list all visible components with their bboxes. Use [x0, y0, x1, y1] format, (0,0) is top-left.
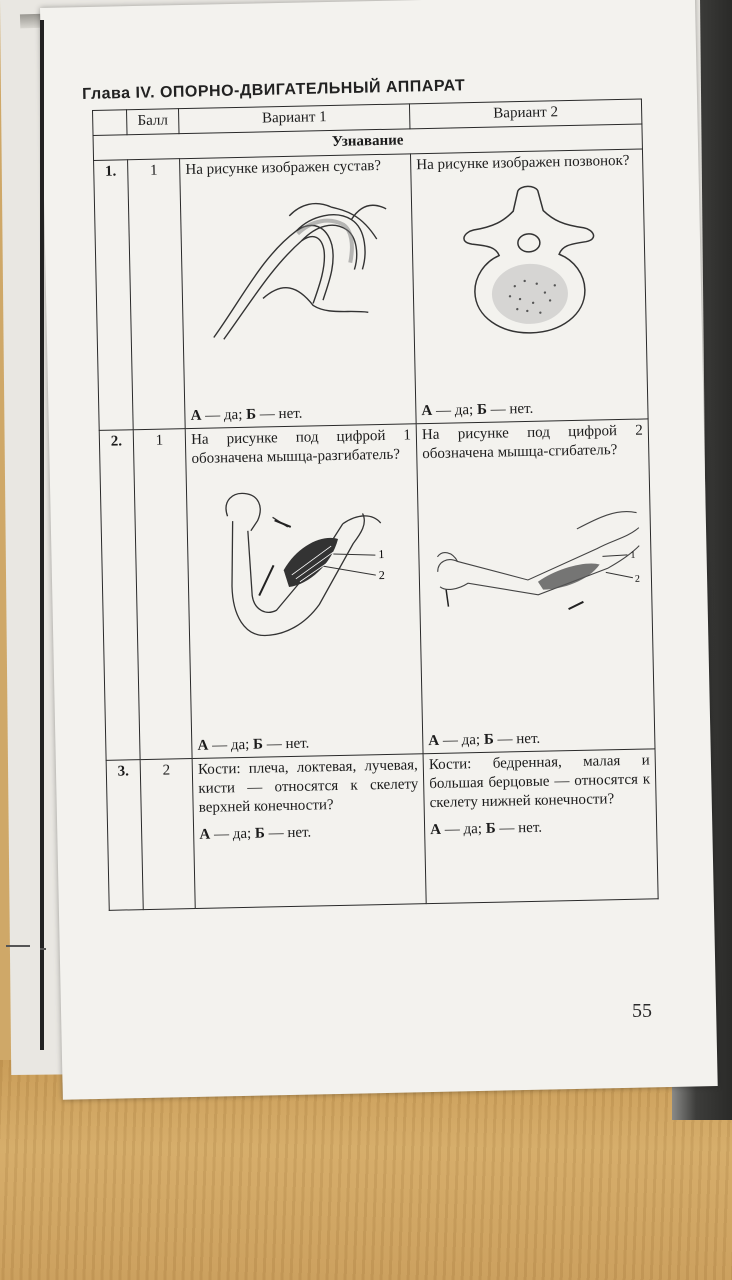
label-2: 2 [378, 567, 386, 583]
joint-illustration [201, 184, 394, 348]
label-1: 1 [630, 549, 636, 561]
question-cell-v1 [192, 754, 426, 909]
forearm-muscle-illustration [426, 468, 645, 642]
answer-a-letter: А [421, 402, 433, 420]
vertebra-illustration [442, 179, 615, 343]
header-points: Балл [126, 109, 179, 135]
question-text: На рисунке под цифрой 1 обозначена мышца-разгибатель? [190, 427, 412, 467]
question-cell-v2 [411, 149, 649, 424]
answer-b-text: — нет. [493, 730, 541, 748]
row-points: 1 [127, 159, 185, 430]
answer-a-letter: А [190, 407, 202, 425]
answer-options [421, 400, 533, 421]
answer-b-text: — нет. [264, 824, 312, 842]
row-points: 1 [133, 429, 192, 760]
answer-a-text: — да; [208, 736, 254, 754]
answer-b-letter: Б [483, 731, 494, 748]
chapter-heading: Глава IV. ОПОРНО-ДВИГАТЕЛЬНЫЙ АППАРАТ [82, 77, 466, 103]
answer-b-letter: Б [252, 736, 264, 753]
answer-b-letter: Б [254, 825, 266, 842]
page-number: 55 [632, 1000, 652, 1022]
arm-muscle-illustration [202, 473, 406, 657]
answer-a-letter: А [428, 732, 440, 750]
answer-options [197, 735, 309, 756]
answer-b-text: — нет. [486, 400, 534, 418]
answer-a-text: — да; [432, 402, 478, 419]
table-row [94, 149, 649, 430]
answer-b-letter: Б [476, 401, 488, 419]
answer-a-text: — да; [201, 406, 247, 424]
answer-options [430, 816, 651, 840]
answer-b-letter: Б [485, 820, 496, 837]
row-number: 1. [94, 160, 134, 431]
question-text: Кости: плеча, локтевая, лучевая, кисти — относятся к скелету верхней конечности? [197, 757, 419, 816]
page-left-edge [40, 20, 44, 1050]
question-text: На рисунке изображен сустав? [185, 157, 382, 179]
answer-options [190, 405, 302, 426]
header-variant-2: Вариант 2 [410, 99, 642, 129]
answer-a-text: — да; [439, 731, 485, 749]
answer-a-text: — да; [440, 820, 486, 838]
answer-b-letter: Б [246, 406, 257, 423]
label-1: 1 [378, 546, 385, 562]
margin-mark [6, 945, 30, 947]
row-points: 2 [140, 759, 195, 910]
test-table [92, 98, 659, 910]
question-text: Кости: бедренная, малая и большая берцовые — относятся к скелету нижней конечности? [428, 752, 651, 812]
margin-mark [40, 948, 46, 950]
header-num [93, 110, 127, 136]
question-cell-v2 [416, 419, 655, 754]
header-variant-1: Вариант 1 [179, 104, 410, 134]
answer-a-text: — да; [210, 825, 256, 843]
row-number: 2. [99, 430, 140, 761]
answer-options [199, 821, 419, 845]
table-row [99, 419, 655, 760]
question-cell-v1 [185, 424, 423, 759]
table-row [106, 749, 658, 910]
question-cell-v1 [180, 154, 416, 429]
label-2: 2 [634, 573, 641, 585]
answer-a-letter: А [197, 737, 209, 754]
answer-a-letter: А [430, 821, 442, 839]
test-table-container [92, 98, 659, 910]
section-title: Узнавание [93, 124, 642, 160]
question-text: На рисунке под цифрой 2 обозначена мышца-сгибатель? [421, 422, 644, 463]
answer-b-text: — нет. [262, 735, 310, 753]
question-cell-v2 [423, 749, 658, 904]
answer-b-text: — нет. [495, 819, 543, 837]
row-number: 3. [106, 760, 143, 911]
answer-b-text: — нет. [255, 405, 303, 423]
answer-a-letter: А [199, 826, 211, 843]
question-text: На рисунке изображен позвонок? [416, 152, 630, 174]
answer-options [428, 730, 540, 751]
